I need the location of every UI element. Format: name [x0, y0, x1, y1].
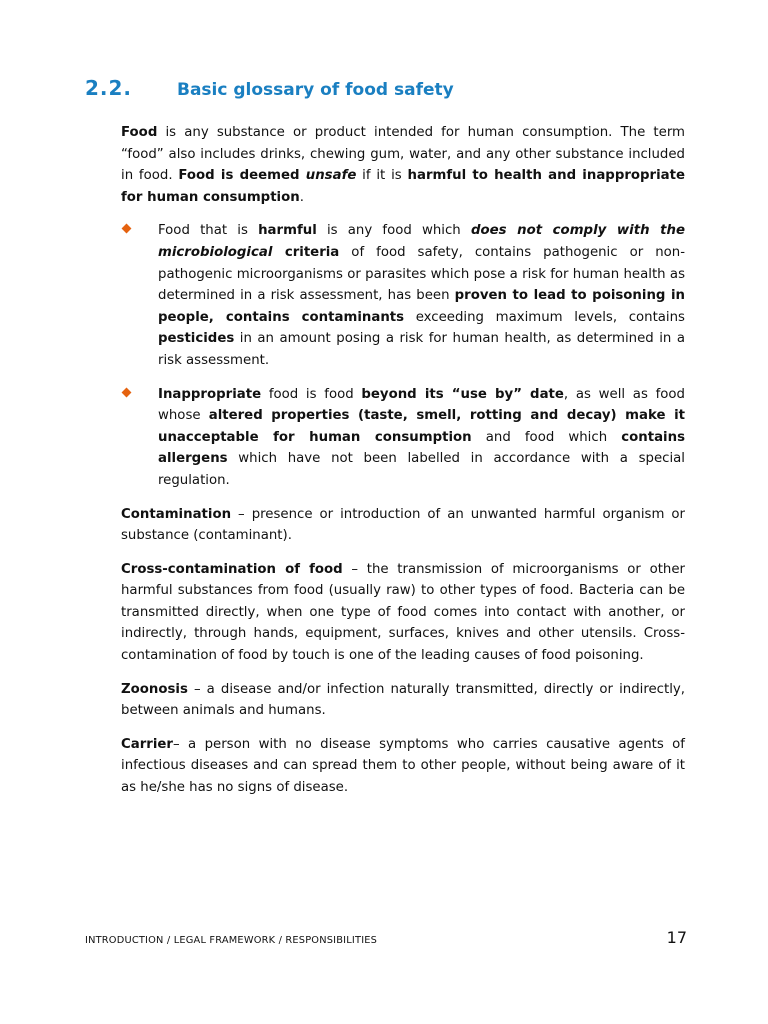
text-run: of food safety, contains pathogenic or non-pathogenic microorganisms or parasites which pose a risk for human health as determined in a risk assessment, has been — [158, 244, 685, 304]
text-run: in an amount posing a risk for human health, as determined in a risk assessment. — [158, 331, 685, 368]
bold-run: proven to lead to poisoning in people, contains contaminants — [158, 288, 685, 325]
bold-run: Food — [121, 125, 158, 140]
bold-run: Inappropriate — [158, 386, 262, 402]
inappropriate-food-text — [158, 387, 685, 488]
text-run: which have not been labelled in accordance with a special regulation. — [158, 451, 685, 488]
text-run: . — [299, 189, 304, 205]
bold-italic-run: does not comply with the microbiological — [158, 223, 685, 260]
bold-run: harmful — [258, 223, 317, 239]
list-item — [121, 220, 685, 371]
bold-run: Carrier — [121, 736, 173, 752]
food-definition-paragraph — [121, 122, 685, 208]
food-bullet-list — [121, 220, 685, 491]
cross-contamination-definition — [121, 559, 685, 667]
text-run: exceeding maximum levels, contains — [404, 309, 685, 325]
bold-run: Food is deemed — [178, 168, 306, 184]
bold-run: Contamination — [121, 506, 232, 522]
contamination-definition — [121, 504, 685, 547]
glossary-content — [121, 122, 685, 811]
text-run: , as well as food whose — [158, 386, 685, 424]
zoonosis-definition — [121, 679, 685, 722]
carrier-definition — [121, 734, 685, 799]
page-footer — [85, 928, 687, 947]
list-item — [121, 384, 685, 492]
text-run: and food which — [471, 429, 622, 445]
text-run: – the transmission of microorganisms or other harmful substances from food (usually raw) to other types of food. Bacteria can be transmitted directly, when one type of food comes into contact with another, or indirectly, through hands, equipment, surfaces, knives and other utensils. Cross-contamination of food by touch is one of the leading causes of food poisoning. — [121, 561, 686, 664]
bold-run: harmful to health and inappropriate for human consumption — [121, 168, 686, 205]
text-run: if it is — [356, 168, 408, 184]
text-run: Food that is — [158, 223, 259, 239]
section-number: 2.2. — [85, 76, 133, 100]
bold-run: altered properties (taste, smell, rotting and decay) make it unacceptable for human consumption — [158, 408, 685, 445]
orange-diamond-bullet-icon — [122, 224, 132, 234]
bold-run: contains allergens — [158, 429, 685, 467]
orange-diamond-bullet-icon — [122, 387, 132, 397]
bold-run: beyond its “use by” date — [361, 386, 564, 402]
footer-section-title: INTRODUCTION / LEGAL FRAMEWORK / RESPONSIBILITIES — [85, 935, 378, 946]
section-title: Basic glossary of food safety — [177, 80, 454, 100]
text-run: – presence or introduction of an unwanted harmful organism or substance (contaminant). — [121, 506, 685, 544]
bold-run: criteria — [272, 244, 340, 260]
section-heading — [85, 76, 454, 100]
harmful-food-text — [158, 223, 685, 368]
text-run: – a disease and/or infection naturally transmitted, directly or indirectly, between animals and humans. — [121, 681, 685, 719]
bold-italic-run: unsafe — [305, 168, 357, 184]
page-number: 17 — [666, 928, 687, 947]
bold-run: pesticides — [158, 331, 235, 347]
bold-run: Zoonosis — [121, 681, 188, 697]
bold-run: Cross-contamination of food — [121, 561, 343, 577]
text-run: is any substance or product intended for human consumption. The term “food” also includes drinks, chewing gum, water, and any other substance included in food. — [121, 125, 685, 184]
bold-run — [306, 168, 357, 183]
text-run: food is food — [261, 386, 362, 402]
text-run: is any food which — [316, 223, 471, 239]
text-run: – a person with no disease symptoms who carries causative agents of infectious diseases and can spread them to other people, without being aware of it as he/she has no signs of disease. — [121, 736, 685, 796]
